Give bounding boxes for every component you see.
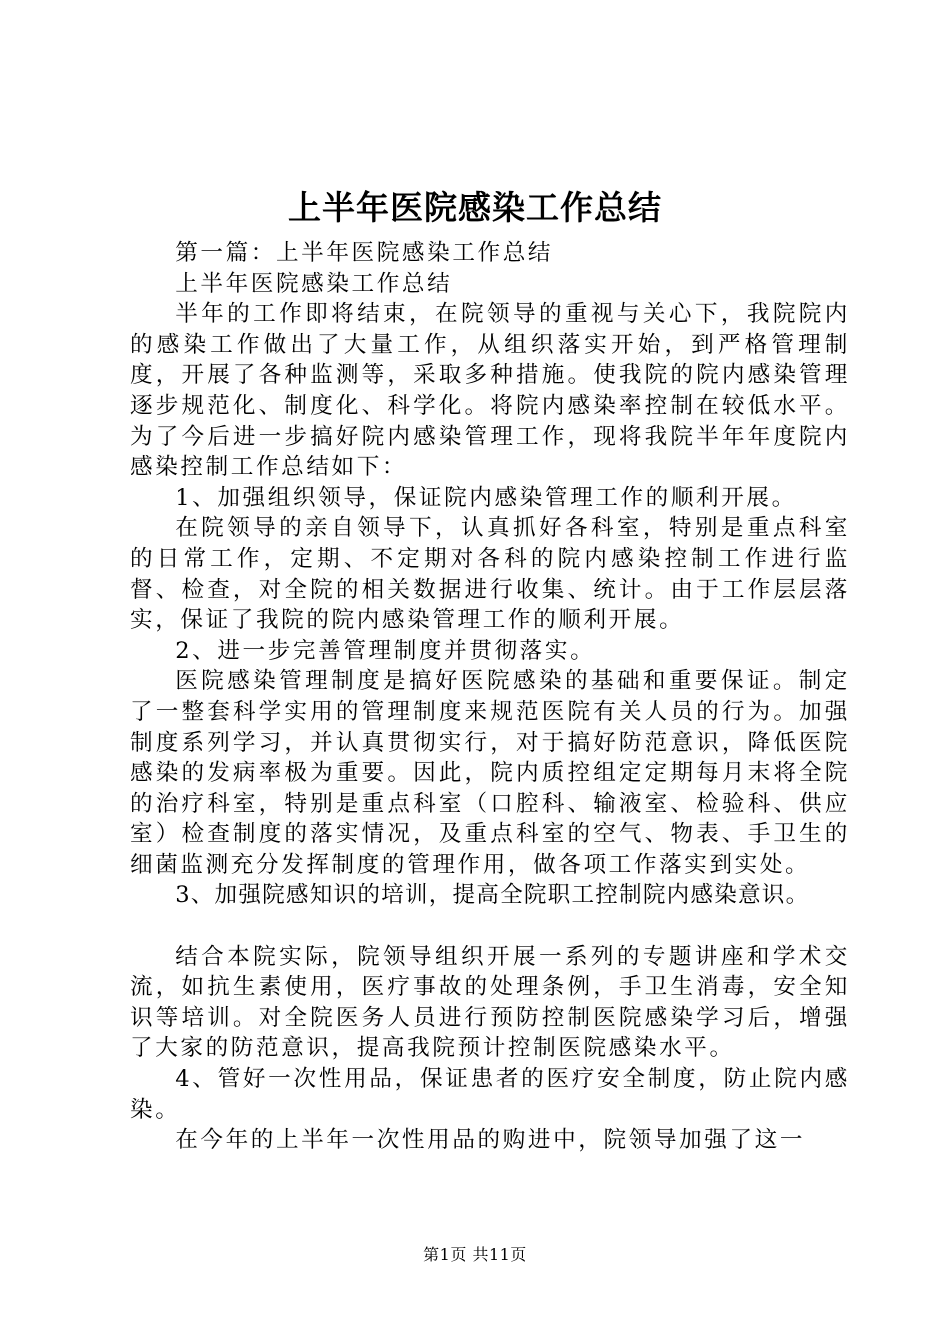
- document-body: [130, 238, 850, 1156]
- section-heading-3: 3、加强院感知识的培训，提高全院职工控制院内感染意识。: [175, 882, 810, 909]
- section-heading-1: 1、加强组织领导，保证院内感染管理工作的顺利开展。: [175, 484, 797, 511]
- page-number: 第1页 共11页: [423, 1245, 527, 1264]
- section-paragraph-4: 在今年的上半年一次性用品的购进中，院领导加强了这一: [175, 1127, 806, 1154]
- section-paragraph-2: 医院感染管理制度是搞好医院感染的基础和重要保证。制定了一整套科学实用的管理制度来规范医院有关人员的行为。加强制度系列学习，并认真贯彻实行，对于搞好防范意识，降低医院感染的发病率极为重要。因此，院内质控组定定期每月末将全院的治疗科室，特别是重点科室（口腔科、输液室、检验科、供应室）检查制度的落实情况，及重点科室的空气、物表、手卫生的细菌监测充分发挥制度的管理作用，做各项工作落实到实处。: [130, 668, 850, 878]
- intro-paragraph: 半年的工作即将结束，在院领导的重视与关心下，我院院内的感染工作做出了大量工作，从组织落实开始，到严格管理制度，开展了各种监测等，采取多种措施。使我院的院内感染管理逐步规范化、制度化、科学化。将院内感染率控制在较低水平。为了今后进一步搞好院内感染管理工作，现将我院半年年度院内感染控制工作总结如下：: [130, 301, 850, 481]
- chapter-heading: 第一篇：上半年医院感染工作总结: [175, 240, 554, 266]
- section-heading-4: 4、管好一次性用品，保证患者的医疗安全制度，防止院内感染。: [130, 1066, 850, 1123]
- document-title: 上半年医院感染工作总结: [288, 188, 662, 227]
- section-paragraph-3: 结合本院实际，院领导组织开展一系列的专题讲座和学术交流，如抗生素使用，医疗事故的处理条例，手卫生消毒，安全知识等培训。对全院医务人员进行预防控制医院感染学习后，增强了大家的防范意识，提高我院预计控制医院感染水平。: [130, 943, 850, 1062]
- blank-line: [130, 911, 850, 942]
- subtitle-line: 上半年医院感染工作总结: [175, 270, 453, 297]
- section-heading-2: 2、进一步完善管理制度并贯彻落实。: [175, 637, 596, 664]
- section-paragraph-1: 在院领导的亲自领导下，认真抓好各科室，特别是重点科室的日常工作，定期、不定期对各科的院内感染控制工作进行监督、检查，对全院的相关数据进行收集、统计。由于工作层层落实，保证了我院的院内感染管理工作的顺利开展。: [130, 515, 850, 634]
